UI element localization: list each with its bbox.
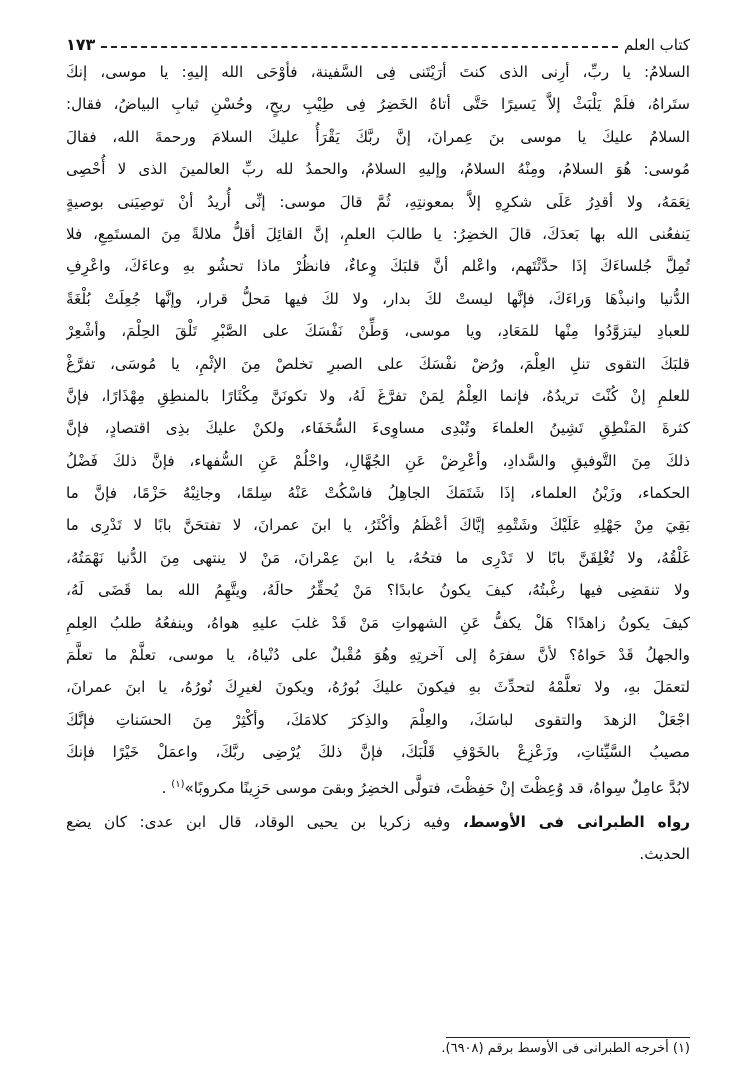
text-line bbox=[66, 509, 690, 541]
text-line bbox=[66, 56, 690, 88]
text-line bbox=[66, 283, 690, 315]
text-line bbox=[66, 380, 690, 412]
text-line bbox=[66, 607, 690, 639]
source-citation: رواه الطبرانى فى الأوسط، bbox=[462, 813, 690, 831]
text-line bbox=[66, 315, 690, 347]
text-line-content: ذلكَ مِنَ التَّوفيقِ والسَّدادِ، وأعْرِضْ عَنِ الجُهَّالِ، واحْلُمْ عَنِ السُّفهاء، فإنَّ ذلكَ فَضْلُ bbox=[66, 451, 690, 470]
text-line bbox=[66, 412, 690, 444]
text-line-content: للعلمِ إنْ كُنْتَ تريدُهُ، فإنما العِلْمُ لِمَنْ تفرَّغَ لَهُ، ولا تكونَنَّ مِكْثَارًا بالمنطِقِ مِهْذَارًا، فإنَّ bbox=[66, 386, 690, 405]
header-dashed-rule bbox=[101, 46, 618, 48]
text-line-content: للعبادِ ليتزوَّدُوا مِنْها للمَعَادِ، ويا موسى، وَطِّنْ نَفْسَكَ على الصَّبْرِ تَلْقَ الحِلْمَ، وأشْعِرْ bbox=[66, 322, 690, 341]
footnote-marker: (١) bbox=[171, 778, 185, 790]
text-line-content: لتعمَلَ بهِ، ولا تعلَّمْهُ لتحدِّثَ بهِ فيكونَ عليكَ بُورُهُ، ويكونَ لغيرِكَ نُورُهُ، يا ابنَ عمرانَ، bbox=[66, 678, 690, 697]
text-line bbox=[66, 639, 690, 671]
text-line bbox=[66, 542, 690, 574]
page-number: ١٧٣ bbox=[66, 35, 96, 54]
text-line bbox=[66, 88, 690, 120]
text-line bbox=[66, 477, 690, 509]
text-line bbox=[66, 121, 690, 153]
text-line-content: والجهلُ قَدْ حَواهُ؟ لأنَّ سفرَهُ إلى آخرتِهِ وهُوَ مُقْبلٌ على دُنْياهُ، يا موسى، تعلَّمْ ما تعلَّمَ bbox=[66, 646, 690, 665]
text-line-content: كثرةَ المَنْطِقِ تَشِينُ العلماءَ وتُبْدِى مساوِىءَ السُّخَفَاء، ولكنْ عليكَ بذِى اقتصادٍ، فإنَّ bbox=[66, 419, 690, 438]
text-line bbox=[66, 218, 690, 250]
text-line-content: السلامُ عليكَ يا موسى بنَ عِمرانَ، إنَّ ربَّكَ يَقْرَأُ عليكَ السلامَ ورحمةَ الله، فقالَ bbox=[66, 127, 690, 146]
text-line bbox=[66, 736, 690, 768]
text-line bbox=[66, 704, 690, 736]
text-line-content: غَلْقُهُ، ولا تُغْلِقَنَّ بابًا لا تَدْرِى ما فتحُهُ، يا ابنَ عِمْرانَ، مَنْ لا ينتهى مِنَ الدُّنيا نَهْمَتُهُ، bbox=[66, 548, 690, 567]
text-line-content: الدُّنيا وانبذْهَا وَراءَكَ، فإنَّها ليستْ لكَ بدار، ولا لكَ فيها مَحلُّ قرار، وإنَّها جُعِلَتْ بُلْغَةً bbox=[66, 289, 690, 308]
text-line bbox=[66, 348, 690, 380]
text-line-content: السلامُ: يا ربِّ، أرِنى الذى كنتَ أرَيْتَنى فِى السَّفينة، فأوْحَى الله إليهِ: يا موسى، إنكَ bbox=[66, 63, 690, 81]
source-line-1 bbox=[66, 806, 690, 838]
text-line bbox=[66, 186, 690, 218]
text-line-content: ولا تنقضِى فيها رغْبتُهُ، كيفَ يكونُ عابدًا؟ مَنْ يُحقِّرُ حالَهُ، ويتَّهِمُ الله بما قَضَى لَهُ، bbox=[66, 581, 690, 600]
text-line-content: لابُدَّ عامِلٌ سِواهُ، قد وُعِظْتَ إنْ حَفِظْتَ، فتولَّى الخضِرُ وبقىَ موسى حَزِينًا مكروبًا» bbox=[184, 778, 690, 797]
footnote-divider bbox=[446, 1037, 690, 1038]
text-line-content: بَقِيَ مِنْ جَهْلِهِ عَلَيْكَ وشَتْمِهِ إيَّاكَ أعْظَمُ وأكْثَرُ، يا ابنَ عمرانَ، لا تفتحَنَّ بابًا لا تَدْرِى ما bbox=[66, 516, 690, 535]
text-line bbox=[66, 250, 690, 282]
text-line-content: كيفَ يكونُ زاهدًا؟ هَلْ يكفُّ عَنِ الشهواتِ مَنْ قَدْ غلبَ عليهِ هواهُ، وينفعُهُ طلبُ العِلمِ bbox=[66, 613, 690, 632]
text-line bbox=[66, 153, 690, 185]
text-line-content: مصيبُ السَّيِّئاتِ، وزَعْزِعْ بالخَوْفِ قَلْبَكَ، فإنَّ ذلكَ يُرْضِى ربَّكَ، واعمَلْ خَيْرًا فإنكَ bbox=[66, 743, 690, 762]
running-header bbox=[66, 30, 690, 54]
text-line-content: نِعَمَهُ، ولا أقدِرُ عَلَى شكرِهِ إلاَّ بمعونتِهِ، ثُمَّ قالَ موسى: إنِّى أُريدُ أنْ توصِيَنى بوصيةٍ bbox=[66, 192, 690, 211]
text-line bbox=[66, 445, 690, 477]
source-line-2: الحديث. bbox=[639, 845, 690, 864]
text-line-content: اجْعَلْ الزهدَ والتقوى لباسَكَ، والعِلْمَ والذِكرَ كلامَكَ، وأكْثِرْ مِنَ الحسَناتِ فإنَّكَ bbox=[66, 710, 690, 729]
text-line-content: الحكماء، وزَيْنُ العلماء، إذَا شَتَمَكَ الجاهِلُ فاسْكُتْ عَنْهُ سِلمًا، وجانِبْهُ حَزْمًا، فإنَّ ما bbox=[66, 484, 690, 503]
text-line: لابُدَّ عامِلٌ سِواهُ، قد وُعِظْتَ إنْ حَفِظْتَ، فتولَّى الخضِرُ وبقىَ موسى حَزِينًا مكروبًا»$^{(١)}$ . bbox=[161, 778, 690, 797]
footnote: (١) أخرجه الطبرانى فى الأوسط برقم (٦٩٠٨). bbox=[441, 1041, 690, 1056]
text-line bbox=[66, 574, 690, 606]
chapter-title: كتاب العلم bbox=[623, 36, 690, 54]
text-line-content: يَنفعُنى الله بها بَعدَكَ، قالَ الخضِرُ: يا طالبَ العلمِ، إنَّ القائِلَ أقلُّ ملالةً مِنَ المستَمِعِ، فلا bbox=[66, 224, 690, 243]
text-line-content: ستَراهُ، فلَمْ يَلْبَثْ إلاَّ يَسيرًا حَتَّى أتاهُ الخَضِرُ فِى طِيْبِ ريحٍ، وحُسْنِ ثيابِ البياضُ، فقال: bbox=[66, 95, 690, 114]
hadith-source bbox=[66, 806, 690, 871]
text-line-content: تُمِلَّ جُلساءَكَ إذَا حدَّثْتَهم، واعْلم أنَّ قلبَكَ وِعاءٌ، فانظُرْ ماذا تحشُو بهِ وعاءَكَ، واعْرِفِ bbox=[66, 257, 690, 276]
text-line-content: قلبَكَ التقوى تنلِ العِلْمَ، ورُضْ نفْسَكَ على الصبرِ تخلصْ مِنَ الإثْمِ، يا مُوسَى، تفرَّغْ bbox=[66, 354, 690, 373]
body-text bbox=[66, 56, 690, 801]
source-note: وفيه زكريا بن يحيى الوقاد، قال ابن عدى: كان يضع bbox=[66, 813, 463, 831]
text-line-content: مُوسى: هُوَ السلامُ، ومِنْهُ السلامُ، وإليهِ السلامُ، والحمدُ لله ربِّ العالمينَ الذى لا أُحْصِى bbox=[66, 160, 690, 179]
text-line bbox=[66, 671, 690, 703]
